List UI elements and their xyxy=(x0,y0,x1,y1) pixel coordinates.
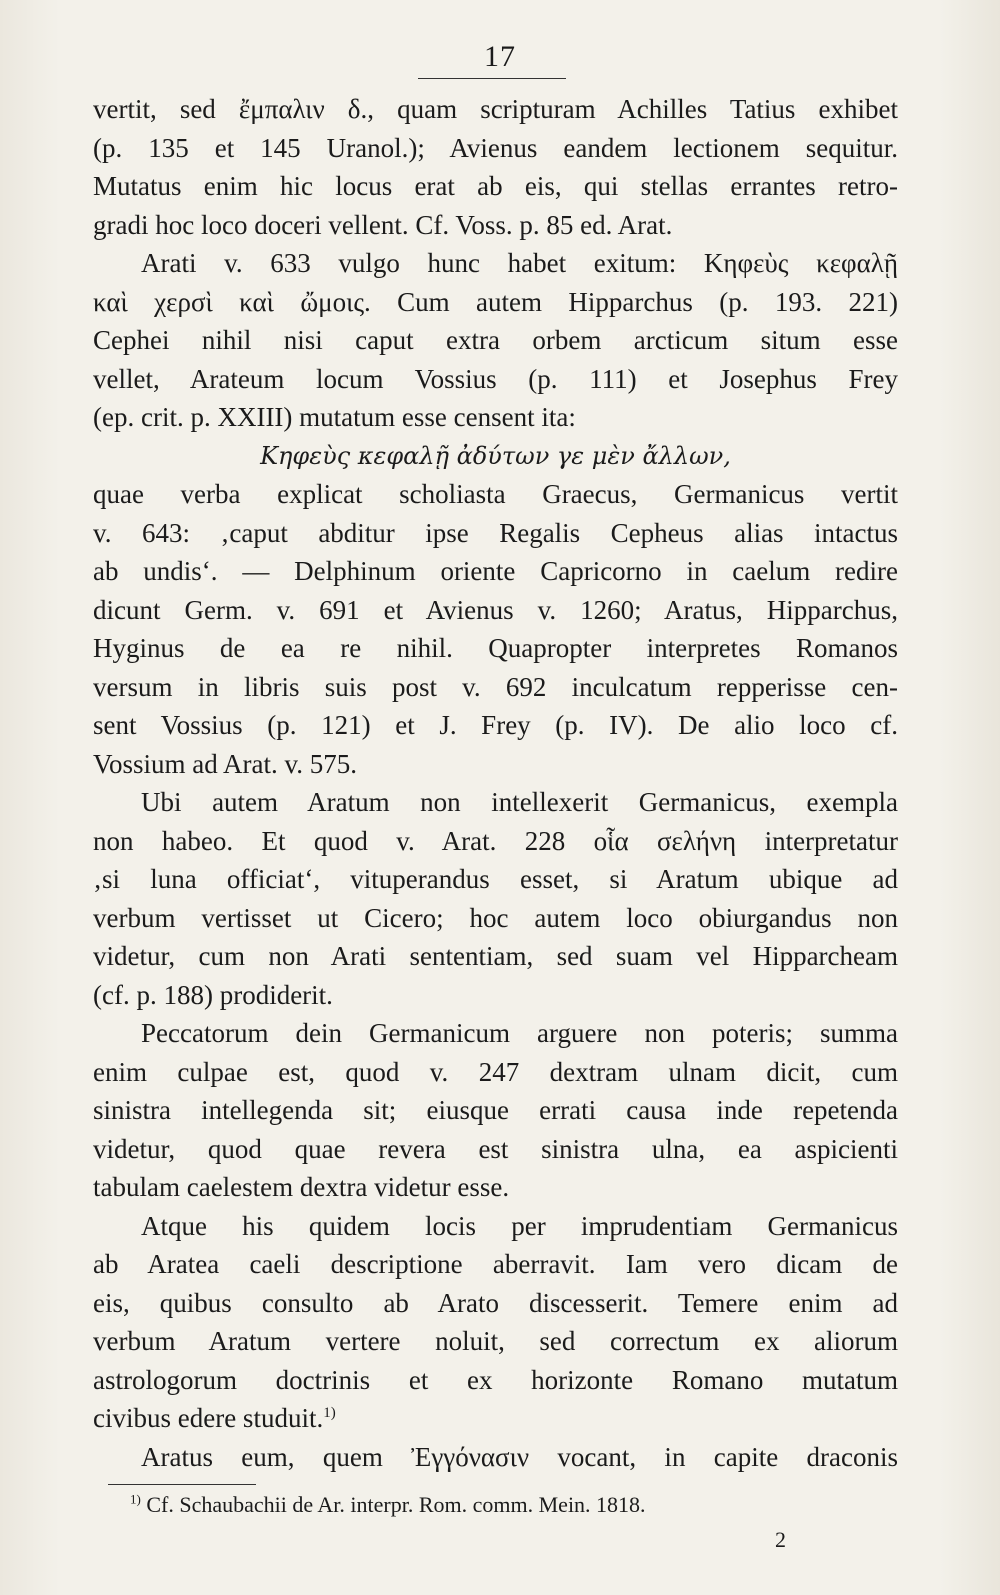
text-line: v. 643: ‚caput abditur ipse Regalis Cepheus alias intactus xyxy=(93,517,898,548)
text-line: versum in libris suis post v. 692 inculcatum repperisse cen- xyxy=(93,671,898,702)
text-line: sinistra intellegenda sit; eiusque errati causa inde repetenda xyxy=(93,1095,898,1125)
text-line: sent Vossius (p. 121) et J. Frey (p. IV). De alio loco cf. xyxy=(93,710,898,740)
text-line: gradi hoc loco doceri vellent. Cf. Voss. p. 85 ed. Arat. xyxy=(93,209,673,240)
text-line: tabulam caelestem dextra videtur esse. xyxy=(93,1172,510,1202)
text-line: quae verba explicat scholiasta Graecus, Germanicus vertit xyxy=(93,479,898,509)
text-line: civibus edere studuit. xyxy=(93,1403,324,1433)
text-line: Mutatus enim hic locus erat ab eis, qui stellas errantes retro- xyxy=(93,171,898,201)
text-line: videtur, cum non Arati sententiam, sed suam vel Hipparcheam xyxy=(93,941,898,971)
text-line: Hyginus de ea re nihil. Quapropter interpretes Romanos xyxy=(93,633,898,663)
text-line: Vossium ad Arat. v. 575. xyxy=(93,748,358,779)
text-line: (p. 135 et 145 Uranol.); Avienus eandem lectionem sequitur. xyxy=(93,132,898,163)
text-line: enim culpae est, quod v. 247 dextram ulnam dicit, cum xyxy=(93,1056,898,1087)
header-rule xyxy=(418,78,566,79)
text-line: Peccatorum dein Germanicum arguere non poteris; summa xyxy=(141,1018,898,1048)
text-line: astrologorum doctrinis et ex horizonte Romano mutatum xyxy=(93,1364,898,1395)
page-number: 17 xyxy=(484,40,516,73)
text-line: verbum vertisset ut Cicero; hoc autem loco obiurgandus non xyxy=(93,902,898,933)
text-line: non habeo. Et quod v. Arat. 228 οἷα σελήνη interpretatur xyxy=(93,825,898,856)
text-line: verbum Aratum vertere noluit, sed correctum ex aliorum xyxy=(93,1326,898,1356)
greek-quote-line: Κηφεὺς κεφαλῇ ἀδύτων γε μὲν ἄλλων, xyxy=(260,441,731,470)
text-line: καὶ χερσὶ καὶ ὤμοις. Cum autem Hipparchus (p. 193. 221) xyxy=(93,286,898,317)
footnote-rule xyxy=(108,1484,256,1485)
text-line: ‚si luna officiat‘, vituperandus esset, si Aratum ubique ad xyxy=(93,864,898,894)
text-line: (cf. p. 188) prodiderit. xyxy=(93,979,333,1010)
text-line: ab undis‘. — Delphinum oriente Capricorno in caelum redire xyxy=(93,556,898,586)
signature-mark: 2 xyxy=(775,1527,786,1552)
footnote-marker: 1) xyxy=(323,1405,336,1421)
text-line: vertit, sed ἔμπαλιν δ., quam scripturam Achilles Tatius exhibet xyxy=(93,94,898,124)
text-line: Cephei nihil nisi caput extra orbem arcticum situm esse xyxy=(93,325,898,355)
text-line: Atque his quidem locis per imprudentiam Germanicus xyxy=(141,1210,898,1241)
text-line: videtur, quod quae revera est sinistra ulna, ea aspicienti xyxy=(93,1133,898,1164)
text-line: Ubi autem Aratum non intellexerit Germanicus, exempla xyxy=(141,787,898,817)
body-text xyxy=(93,90,898,1476)
text-line: dicunt Germ. v. 691 et Avienus v. 1260; Aratus, Hipparchus, xyxy=(93,594,898,625)
text-line: (ep. crit. p. XXIII) mutatum esse censent ita: xyxy=(93,402,576,432)
text-line: eis, quibus consulto ab Arato discesserit. Temere enim ad xyxy=(93,1287,898,1318)
text-line-with-footnote xyxy=(93,1399,898,1438)
text-line: vellet, Arateum locum Vossius (p. 111) et Josephus Frey xyxy=(93,363,898,394)
text-line: Arati v. 633 vulgo hunc habet exitum: Κηφεὺς κεφαλῇ xyxy=(141,248,898,278)
text-line: ab Aratea caeli descriptione aberravit. Iam vero dicam de xyxy=(93,1249,898,1279)
footnote-number: 1) xyxy=(130,1491,141,1507)
footnote-text: Cf. Schaubachii de Ar. interpr. Rom. comm. Mein. 1818. xyxy=(146,1492,646,1517)
footnote xyxy=(130,1492,646,1518)
text-line: Aratus eum, quem Ἐγγόνασιν vocant, in capite draconis xyxy=(141,1441,898,1472)
